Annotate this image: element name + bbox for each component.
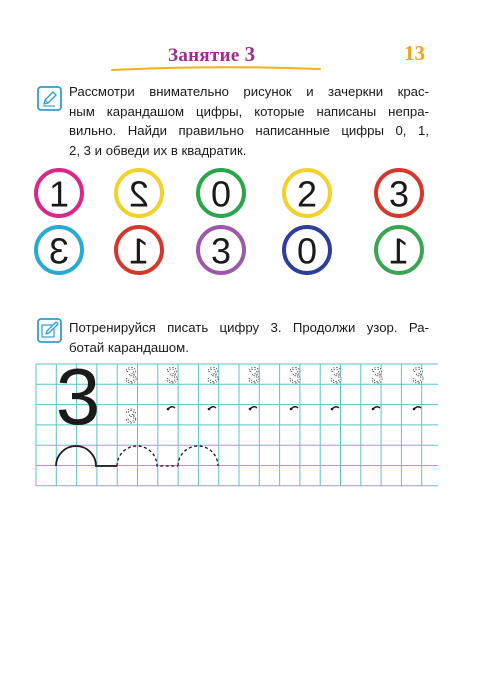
dotted-digit: 3 <box>206 363 220 388</box>
arch-dashed <box>178 446 218 466</box>
circle-digit: 2 <box>296 173 318 215</box>
circle-digit: 1 <box>48 173 70 215</box>
task1-line: ным карандашом цифры, которые написаны непра- <box>69 103 429 119</box>
arch-solid <box>56 446 117 466</box>
digit-circle[interactable] <box>116 227 162 273</box>
task2-instructions <box>69 318 429 357</box>
dotted-digit: 3 <box>370 363 384 388</box>
lesson-title-number: 3 <box>244 42 256 66</box>
page-number: 13 <box>404 41 425 65</box>
circle-digit: 3 <box>210 230 232 272</box>
start-stroke <box>168 407 175 409</box>
task2-line: ботай карандашом. <box>69 339 189 355</box>
start-dot <box>372 408 375 411</box>
start-dot <box>290 408 293 411</box>
start-dot <box>249 408 252 411</box>
dotted-digit: 3 <box>288 363 302 388</box>
task1-line: вильно. Найди правильно написанные цифры 0, 1, <box>69 123 429 138</box>
digit-circle[interactable] <box>36 170 82 216</box>
digit-circle[interactable] <box>284 227 330 273</box>
task1-line: 2, 3 и обведи их в квадратик. <box>69 142 247 158</box>
start-stroke <box>373 407 380 409</box>
circle-digit: 1 <box>128 230 150 272</box>
task2-line: Потренируйся писать цифру 3. Продолжи узор. Ра- <box>69 320 429 335</box>
lesson-title-word: Занятие <box>168 45 240 66</box>
start-dot <box>331 408 334 411</box>
digit-circle[interactable] <box>116 170 162 216</box>
digit-circle[interactable] <box>198 227 244 273</box>
digit-circles <box>0 0 500 290</box>
dotted-digit: 3 <box>125 406 137 428</box>
digit-circle[interactable] <box>376 170 422 216</box>
sample-digit: 3 <box>55 352 101 441</box>
start-stroke <box>414 407 421 409</box>
pencil-square-icon <box>37 318 62 343</box>
circle-digit: 1 <box>388 230 410 272</box>
digit-circle[interactable] <box>36 227 82 273</box>
task1-line: Рассмотри внимательно рисунок и зачеркни крас- <box>69 84 429 99</box>
circle-digit: 2 <box>128 173 150 215</box>
start-dot <box>413 408 416 411</box>
circle-digit: 3 <box>48 230 70 272</box>
circle-digit: 0 <box>210 173 232 215</box>
circle-digit: 3 <box>388 173 410 215</box>
dotted-digit: 3 <box>247 363 261 388</box>
dotted-digit: 3 <box>165 363 179 388</box>
start-stroke <box>250 407 257 409</box>
circle-digit: 0 <box>296 230 318 272</box>
start-dot <box>208 408 211 411</box>
digit-circle[interactable] <box>198 170 244 216</box>
start-dot <box>167 408 170 411</box>
start-stroke <box>332 407 339 409</box>
arch-dashed <box>117 446 178 466</box>
dotted-digit: 3 <box>411 363 425 388</box>
digit-circle[interactable] <box>284 170 330 216</box>
digit-circle[interactable] <box>376 227 422 273</box>
dotted-digit: 3 <box>329 363 343 388</box>
start-stroke <box>209 407 216 409</box>
dotted-digit: 3 <box>124 363 138 388</box>
start-stroke <box>291 407 298 409</box>
